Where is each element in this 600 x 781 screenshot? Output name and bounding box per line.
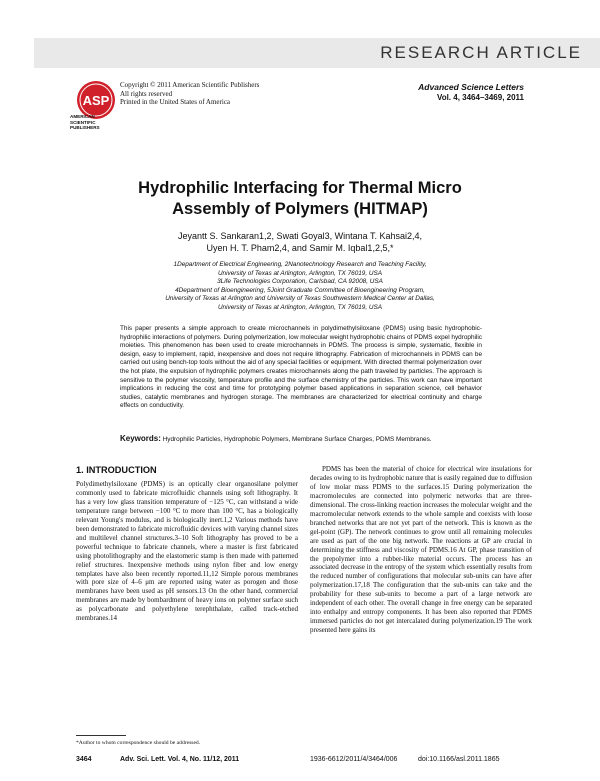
section-heading: 1. INTRODUCTION	[76, 465, 157, 475]
paragraph: Polydimethylsiloxane (PDMS) is an optically clear organosilane polymer commonly used to fabricate microfluidic channels using soft lithography. It has a very low glass transition temperature of −125 °C, can withstand a wide temperature range between −100 °C to more than 100 °C, has a biologically relevant Young's modulus, and is biologically inert.1,2 Various methods have been demonstrated to fabricate microfluidic devices with varying channel sizes and multilevel channel structures.3–10 Soft lithography has proved to be a powerful technique to fabricate channels, where a master is first fabricated using photolithography and the elastomeric stamp is then made with patterned relief structures. Inexpensive methods using nylon fiber and low energy templates have also been recently reported.11,12 Simple porous membranes with pore size of 4–6 μm are reported using water as porogen and those membranes have been used as pH sensors.13 On the other hand, commercial membranes are made by bombardment of heavy ions on polymer surface such as polycarbonate and polyethylene terephthalate, called track-etched membranes.14	[76, 480, 298, 623]
svg-text:ASP: ASP	[82, 93, 110, 108]
footer-issn: 1936-6612/2011/4/3464/006	[310, 756, 398, 763]
footnote: *Author to whom correspondence should be addressed.	[76, 740, 201, 746]
author-list	[80, 231, 520, 255]
body-column-right	[310, 465, 532, 635]
journal-volume: Vol. 4, 3464–3469, 2011	[436, 93, 524, 102]
footer-page-number: 3464	[76, 756, 92, 763]
abstract: This paper presents a simple approach to create microchannels in polydimethylsiloxane (PDMS) using basic hydrophobic-hydrophilic interactions of polymers. During polymerization, low molecular weight hydrophobic chains of PDMS expel hydrophilic moieties. This phenomenon has been used to create microchannels in PDMS. The process is simple, systematic, flexible in design, easy to implement, rapid, inexpensive and does not require lithography. Fabrication of microchannels in PDMS can be carried out using bench-top tools without the aid of any special facilities or equipment. With directed thermal polymerization over the hot plate, the expulsion of hydrophilic polymers creates microchannels along the path traveled by particles. The approach is sensitive to the polymer viscosity, temperature profile and the surface chemistry of the particles. This work can have important implications in reducing the cost and time for prototyping polymer based applications in separation science, cell behavior studies, catalytic membranes and hydrogen storage. The membranes are characterized for electrical continuity and charge effects on conductivity.	[120, 325, 482, 410]
author-line: Jeyantt S. Sankaran1,2, Swati Goyal3, Wintana T. Kahsai2,4,	[178, 231, 422, 241]
author-line: Uyen H. T. Pham2,4, and Samir M. Iqbal1,2,5,*	[206, 242, 394, 253]
rights: All rights reserved	[120, 89, 173, 98]
keywords	[120, 434, 500, 443]
affiliations: 1Department of Electrical Engineering, 2Nanotechnology Research and Teaching Facility, University of Texas at Arlington, Arlington, TX 76019, USA 3Life Technologies Corporation, Carlsbad, CA 92008, USA 4Department of Bioengineering, 5Joint Graduate Committee of Bioengineering Program, University of Texas at Arlington and University of Texas Southwestern Medical Center at Dallas, University of Texas at Arlington, Arlington, TX 76019, USA	[165, 261, 435, 311]
footnote-divider	[76, 735, 126, 736]
footer-citation: Adv. Sci. Lett. Vol. 4, No. 11/12, 2011	[120, 756, 240, 763]
printed-in: Printed in the United States of America	[120, 98, 231, 107]
header-banner	[34, 38, 600, 68]
article-title: Hydrophilic Interfacing for Thermal Micro Assembly of Polymers (HITMAP)	[138, 179, 462, 218]
body-column-left	[76, 480, 298, 623]
publisher-info	[120, 81, 259, 107]
paragraph: PDMS has been the material of choice for electrical wire insulations for decades owing to its hydrophobic nature that is easily regained due to diffusion of low molar mass PDMS to the surfaces.15 During polymerization the macromolecules are connected into polymeric networks that are three-dimensional. The cross-linking reaction increases the molecular weight and the macromolecular network extends to the whole sample and coexists with loose branched networks that are not yet part of the network. This is known as the gel-point (GP). The network continues to grow until all remaining molecules are used as part of the one big network. The reactions at GP are crucial in determining the stiffness and viscosity of PDMS.16 At GP, phase transition of the prepolymer into a rubber-like material occurs. The process has an associated decrease in the entropy of the system which essentially results from the reduced number of configurations that molecular sub-units can have after polymerization.17,18 The configuration that the sub-units can take and the probability for these sub-units to become a part of a large network are independent of each other. The overall change in free energy can be separated into enthalpy and entropy components. It has been also reported that PDMS immersed particles do not get intercalated during polymerization.19 The work presented here gains its	[310, 465, 532, 635]
banner-title: RESEARCH ARTICLE	[380, 43, 582, 62]
keywords-text: Hydrophilic Particles, Hydrophobic Polymers, Membrane Surface Charges, PDMS Membranes.	[162, 436, 432, 443]
publisher-logo-name: AMERICAN SCIENTIFIC PUBLISHERS	[70, 114, 100, 130]
copyright: Copyright © 2011 American Scientific Publishers	[120, 81, 260, 89]
journal-info	[418, 82, 524, 102]
footer-doi: doi:10.1166/asl.2011.1865	[418, 756, 500, 763]
journal-name: Advanced Science Letters	[418, 82, 524, 92]
keywords-label: Keywords:	[120, 434, 161, 443]
